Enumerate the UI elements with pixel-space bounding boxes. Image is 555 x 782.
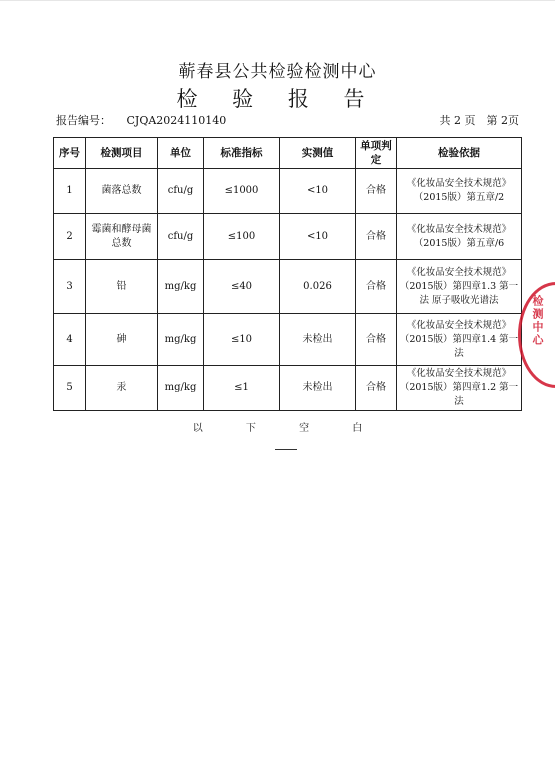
- end-line: [275, 449, 297, 450]
- blank-char: 白: [352, 423, 363, 434]
- cell-item: 砷: [86, 314, 158, 366]
- report-number-label: 报告编号：: [56, 114, 111, 127]
- cell-standard: ≤40: [204, 260, 280, 314]
- col-header-standard: 标准指标: [204, 138, 280, 169]
- col-header-item: 检测项目: [86, 138, 158, 169]
- report-title: 检 验 报 告: [176, 87, 379, 111]
- blank-char: 以: [192, 423, 203, 434]
- cell-no: 3: [54, 260, 86, 314]
- col-header-basis: 检验依据: [397, 138, 522, 169]
- cell-basis: 《化妆品安全技术规范》（2015版）第四章1.4 第一法: [397, 314, 522, 366]
- cell-no: 4: [54, 314, 86, 366]
- seal-text: 检测中心: [531, 295, 544, 347]
- cell-unit: cfu/g: [158, 169, 204, 214]
- cell-standard: ≤1: [204, 366, 280, 411]
- results-table: [53, 137, 522, 411]
- cell-standard: ≤1000: [204, 169, 280, 214]
- blank-char: 空: [299, 423, 310, 434]
- cell-item: 铅: [86, 260, 158, 314]
- cell-measured: 0.026: [280, 260, 356, 314]
- cell-verdict: 合格: [356, 214, 397, 260]
- cell-standard: ≤10: [204, 314, 280, 366]
- cell-verdict: 合格: [356, 314, 397, 366]
- cell-verdict: 合格: [356, 366, 397, 411]
- cell-no: 1: [54, 169, 86, 214]
- report-number: [56, 112, 226, 128]
- cell-basis: 《化妆品安全技术规范》（2015版）第五章/6: [397, 214, 522, 260]
- cell-unit: mg/kg: [158, 314, 204, 366]
- organization-name: 蕲春县公共检验检测中心: [178, 62, 377, 82]
- table-header-row: [54, 138, 522, 169]
- report-number-value: CJQA2024110140: [126, 114, 227, 127]
- col-header-verdict: 单项判定: [356, 138, 397, 169]
- cell-item: 霉菌和酵母菌总数: [86, 214, 158, 260]
- cell-basis: 《化妆品安全技术规范》（2015版）第四章1.2 第一法: [397, 366, 522, 411]
- col-header-unit: 单位: [158, 138, 204, 169]
- blank-below-notice: [0, 419, 555, 434]
- cell-no: 5: [54, 366, 86, 411]
- blank-char: 下: [245, 423, 256, 434]
- cell-measured: 未检出: [280, 366, 356, 411]
- official-seal-stamp: [518, 282, 555, 388]
- col-header-no: 序号: [54, 138, 86, 169]
- table-row: [54, 260, 522, 314]
- table-row: [54, 366, 522, 411]
- table-row: [54, 214, 522, 260]
- cell-basis: 《化妆品安全技术规范》（2015版）第四章1.3 第一法 原子吸收光谱法: [397, 260, 522, 314]
- cell-measured: <10: [280, 214, 356, 260]
- cell-verdict: 合格: [356, 260, 397, 314]
- table-row: [54, 314, 522, 366]
- cell-unit: mg/kg: [158, 366, 204, 411]
- cell-item: 菌落总数: [86, 169, 158, 214]
- cell-item: 汞: [86, 366, 158, 411]
- cell-measured: <10: [280, 169, 356, 214]
- col-header-measured: 实测值: [280, 138, 356, 169]
- cell-no: 2: [54, 214, 86, 260]
- cell-basis: 《化妆品安全技术规范》（2015版）第五章/2: [397, 169, 522, 214]
- page-edge: [0, 0, 555, 1]
- cell-unit: mg/kg: [158, 260, 204, 314]
- cell-measured: 未检出: [280, 314, 356, 366]
- table-row: [54, 169, 522, 214]
- cell-unit: cfu/g: [158, 214, 204, 260]
- cell-standard: ≤100: [204, 214, 280, 260]
- page-info: 共 2 页 第 2页: [439, 114, 519, 127]
- cell-verdict: 合格: [356, 169, 397, 214]
